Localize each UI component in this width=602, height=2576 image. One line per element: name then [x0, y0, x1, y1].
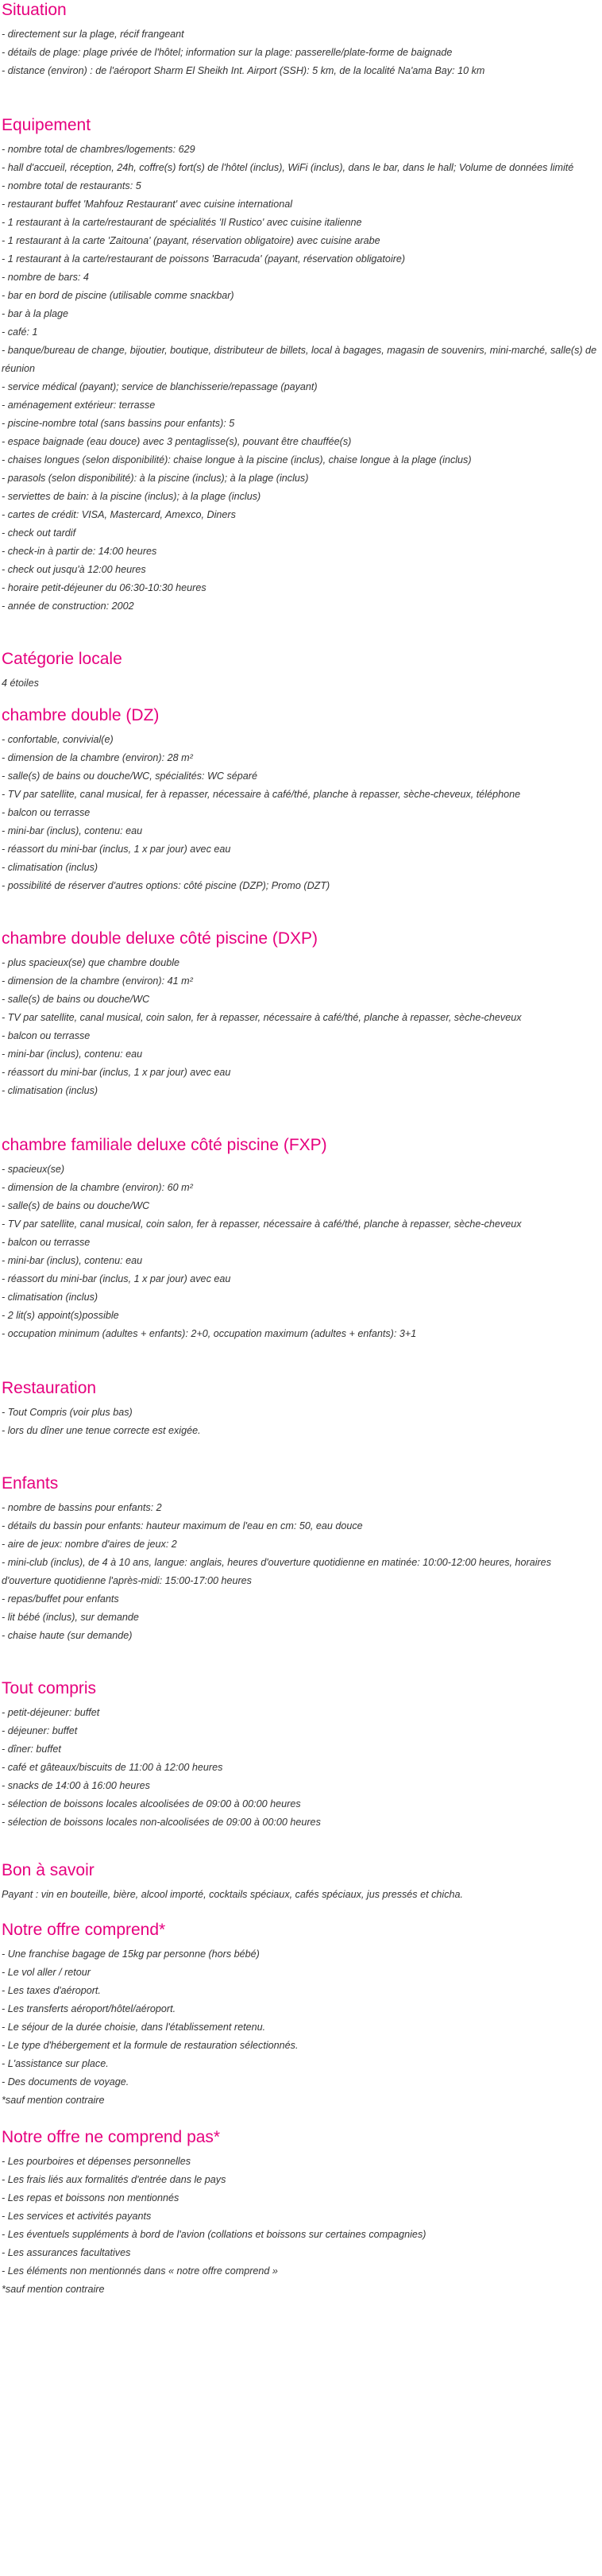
section-title-categorie: Catégorie locale	[2, 650, 122, 668]
text-line: - climatisation (inclus)	[2, 1292, 98, 1303]
text-line: - check out jusqu'à 12:00 heures	[2, 564, 146, 575]
text-line: - plus spacieux(se) que chambre double	[2, 957, 180, 968]
text-line: - Tout Compris (voir plus bas)	[2, 1407, 133, 1418]
section-title-offre-ne-comprend-pas: Notre offre ne comprend pas*	[2, 2128, 221, 2146]
text-line: - Les pourboires et dépenses personnelles	[2, 2156, 191, 2167]
text-line: - réassort du mini-bar (inclus, 1 x par jour) avec eau	[2, 1273, 231, 1284]
text-line: - lit bébé (inclus), sur demande	[2, 1612, 139, 1623]
text-line: - réassort du mini-bar (inclus, 1 x par jour) avec eau	[2, 844, 231, 855]
section-title-bon-a-savoir: Bon à savoir	[2, 1861, 95, 1879]
text-line: *sauf mention contraire	[2, 2284, 105, 2295]
text-line: - snacks de 14:00 à 16:00 heures	[2, 1780, 150, 1791]
text-line: - 1 restaurant à la carte 'Zaitouna' (payant, réservation obligatoire) avec cuisine arabe	[2, 235, 380, 246]
text-line: - dimension de la chambre (environ): 41 m²	[2, 975, 193, 987]
section-lines-situation	[2, 25, 600, 80]
text-line: - balcon ou terrasse	[2, 1237, 91, 1248]
text-line: - check-in à partir de: 14:00 heures	[2, 546, 157, 557]
text-line: - service médical (payant); service de blanchisserie/repassage (payant)	[2, 381, 318, 392]
text-line: - Les éléments non mentionnés dans « notre offre comprend »	[2, 2265, 278, 2277]
text-line: - chaise haute (sur demande)	[2, 1630, 133, 1641]
text-line: Payant : vin en bouteille, bière, alcool importé, cocktails spéciaux, cafés spéciaux, jus pressés et chicha.	[2, 1889, 464, 1900]
text-line: - bar en bord de piscine (utilisable comme snackbar)	[2, 290, 234, 301]
text-line: - piscine-nombre total (sans bassins pour enfants): 5	[2, 418, 235, 429]
text-line: - aire de jeux: nombre d'aires de jeux: 2	[2, 1539, 177, 1550]
section-title-fxp: chambre familiale deluxe côté piscine (FXP)	[2, 1136, 327, 1154]
text-line: - Une franchise bagage de 15kg par personne (hors bébé)	[2, 1948, 260, 1960]
text-line: - Les taxes d'aéroport.	[2, 1985, 101, 1996]
text-line: - dimension de la chambre (environ): 28 m²	[2, 752, 193, 763]
text-line: - banque/bureau de change, bijoutier, boutique, distributeur de billets, local à bagages, magasin de souvenirs, mini-marché, salle(s) de réunion	[2, 345, 597, 374]
text-line: - TV par satellite, canal musical, coin salon, fer à repasser, nécessaire à café/thé, planche à repasser, sèche-cheveux	[2, 1012, 522, 1023]
section-title-offre-comprend: Notre offre comprend*	[2, 1921, 166, 1939]
section-bon-a-savoir	[2, 1860, 600, 1904]
text-line: - détails de plage: plage privée de l'hôtel; information sur la plage: passerelle/plate-forme de baignade	[2, 47, 453, 58]
text-line: - balcon ou terrasse	[2, 1030, 91, 1041]
section-tout-compris	[2, 1678, 600, 1832]
text-line: - directement sur la plage, récif frangeant	[2, 29, 184, 40]
text-line: - Le séjour de la durée choisie, dans l'établissement retenu.	[2, 2022, 266, 2033]
text-line: - repas/buffet pour enfants	[2, 1593, 119, 1605]
text-line: 4 étoiles	[2, 678, 39, 689]
text-line: - Les assurances facultatives	[2, 2247, 131, 2258]
section-lines-offre-ne-comprend-pas	[2, 2153, 600, 2299]
section-dxp	[2, 929, 600, 1100]
text-line: - possibilité de réserver d'autres options: côté piscine (DZP); Promo (DZT)	[2, 880, 330, 891]
text-line: - Les services et activités payants	[2, 2211, 152, 2222]
section-categorie	[2, 649, 600, 693]
text-line: - déjeuner: buffet	[2, 1725, 78, 1736]
section-title-equipement: Equipement	[2, 116, 91, 134]
text-line: - réassort du mini-bar (inclus, 1 x par jour) avec eau	[2, 1067, 231, 1078]
text-line: - salle(s) de bains ou douche/WC	[2, 994, 150, 1005]
text-line: - hall d'accueil, réception, 24h, coffre(s) fort(s) de l'hôtel (inclus), WiFi (inclus), dans le bar, dans le hall; Volume de données limité	[2, 162, 574, 173]
text-line: - café et gâteaux/biscuits de 11:00 à 12:00 heures	[2, 1762, 223, 1773]
section-equipement	[2, 115, 600, 616]
text-line: - confortable, convivial(e)	[2, 734, 114, 745]
text-line: - Les frais liés aux formalités d'entrée dans le pays	[2, 2174, 226, 2185]
text-line: - serviettes de bain: à la piscine (inclus); à la plage (inclus)	[2, 491, 261, 502]
text-line: - aménagement extérieur: terrasse	[2, 400, 156, 411]
section-lines-equipement	[2, 141, 600, 616]
section-offre-comprend	[2, 1920, 600, 2110]
text-line: - L'assistance sur place.	[2, 2058, 109, 2069]
text-line: - climatisation (inclus)	[2, 1085, 98, 1096]
text-line: - dimension de la chambre (environ): 60 m²	[2, 1182, 193, 1193]
section-title-dxp: chambre double deluxe côté piscine (DXP)	[2, 929, 318, 948]
text-line: - Le type d'hébergement et la formule de restauration sélectionnés.	[2, 2040, 299, 2051]
text-line: - chaises longues (selon disponibilité): chaise longue à la piscine (inclus), chaise longue à la plage (inclus)	[2, 454, 472, 465]
section-lines-tout-compris	[2, 1704, 600, 1832]
section-title-situation: Situation	[2, 1, 67, 19]
text-line: - restaurant buffet 'Mahfouz Restaurant' avec cuisine international	[2, 199, 293, 210]
text-line: - nombre de bassins pour enfants: 2	[2, 1502, 162, 1513]
text-line: - TV par satellite, canal musical, coin salon, fer à repasser, nécessaire à café/thé, planche à repasser, sèche-cheveux	[2, 1218, 522, 1230]
text-line: - 2 lit(s) appoint(s)possible	[2, 1310, 119, 1321]
text-line: - TV par satellite, canal musical, fer à repasser, nécessaire à café/thé, planche à repasser, sèche-cheveux, téléphone	[2, 789, 521, 800]
text-line: - détails du bassin pour enfants: hauteur maximum de l'eau en cm: 50, eau douce	[2, 1520, 363, 1531]
text-line: - nombre total de chambres/logements: 629	[2, 144, 195, 155]
text-line: - 1 restaurant à la carte/restaurant de spécialités 'Il Rustico' avec cuisine italienne	[2, 217, 362, 228]
section-lines-bon-a-savoir	[2, 1886, 600, 1904]
section-offre-ne-comprend-pas	[2, 2127, 600, 2299]
text-line: - nombre de bars: 4	[2, 272, 89, 283]
text-line: - balcon ou terrasse	[2, 807, 91, 818]
text-line: - Les repas et boissons non mentionnés	[2, 2192, 179, 2203]
text-line: - climatisation (inclus)	[2, 862, 98, 873]
text-line: *sauf mention contraire	[2, 2095, 105, 2106]
text-line: - spacieux(se)	[2, 1164, 65, 1175]
text-line: - espace baignade (eau douce) avec 3 pentaglisse(s), pouvant être chauffée(s)	[2, 436, 352, 447]
text-line: - mini-bar (inclus), contenu: eau	[2, 1255, 143, 1266]
text-line: - sélection de boissons locales non-alcoolisées de 09:00 à 00:00 heures	[2, 1817, 321, 1828]
text-line: - petit-déjeuner: buffet	[2, 1707, 100, 1718]
text-line: - année de construction: 2002	[2, 601, 134, 612]
section-lines-offre-comprend	[2, 1945, 600, 2110]
text-line: - café: 1	[2, 326, 38, 338]
section-title-restauration: Restauration	[2, 1379, 97, 1397]
text-line: - mini-club (inclus), de 4 à 10 ans, langue: anglais, heures d'ouverture quotidienne en matinée: 10:00-12:00 heures, horaires d'ouverture quotidienne l'après-midi: 15:00-17:00 heures	[2, 1557, 551, 1586]
text-line: - mini-bar (inclus), contenu: eau	[2, 825, 143, 836]
text-line: - salle(s) de bains ou douche/WC, spécialités: WC séparé	[2, 770, 257, 782]
section-title-tout-compris: Tout compris	[2, 1679, 97, 1697]
text-line: - dîner: buffet	[2, 1744, 61, 1755]
section-enfants	[2, 1473, 600, 1645]
section-situation	[2, 0, 600, 80]
section-lines-enfants	[2, 1499, 600, 1645]
section-lines-dxp	[2, 954, 600, 1100]
section-lines-categorie	[2, 674, 600, 693]
section-title-dz: chambre double (DZ)	[2, 706, 160, 724]
text-line: - Le vol aller / retour	[2, 1967, 91, 1978]
text-line: - Les transferts aéroport/hôtel/aéroport.	[2, 2003, 176, 2014]
text-line: - nombre total de restaurants: 5	[2, 180, 141, 191]
section-dz	[2, 705, 600, 895]
text-line: - salle(s) de bains ou douche/WC	[2, 1200, 150, 1211]
text-line: - sélection de boissons locales alcoolisées de 09:00 à 00:00 heures	[2, 1798, 301, 1809]
text-line: - bar à la plage	[2, 308, 69, 319]
text-line: - mini-bar (inclus), contenu: eau	[2, 1049, 143, 1060]
text-line: - lors du dîner une tenue correcte est exigée.	[2, 1425, 201, 1436]
text-line: - Les éventuels suppléments à bord de l'avion (collations et boissons sur certaines compagnies)	[2, 2229, 426, 2240]
text-line: - distance (environ) : de l'aéroport Sharm El Sheikh Int. Airport (SSH): 5 km, de la localité Na'ama Bay: 10 km	[2, 65, 485, 76]
text-line: - check out tardif	[2, 527, 76, 539]
section-lines-fxp	[2, 1161, 600, 1343]
section-lines-restauration	[2, 1404, 600, 1440]
text-line: - occupation minimum (adultes + enfants): 2+0, occupation maximum (adultes + enfants): 3+1	[2, 1328, 417, 1339]
text-line: - 1 restaurant à la carte/restaurant de poissons 'Barracuda' (payant, réservation obligatoire)	[2, 253, 406, 265]
text-line: - parasols (selon disponibilité): à la piscine (inclus); à la plage (inclus)	[2, 473, 309, 484]
section-lines-dz	[2, 731, 600, 895]
text-line: - horaire petit-déjeuner du 06:30-10:30 heures	[2, 582, 206, 593]
text-line: - cartes de crédit: VISA, Mastercard, Amexco, Diners	[2, 509, 236, 520]
section-restauration	[2, 1378, 600, 1440]
section-fxp	[2, 1135, 600, 1343]
section-title-enfants: Enfants	[2, 1474, 59, 1493]
text-line: - Des documents de voyage.	[2, 2076, 129, 2087]
